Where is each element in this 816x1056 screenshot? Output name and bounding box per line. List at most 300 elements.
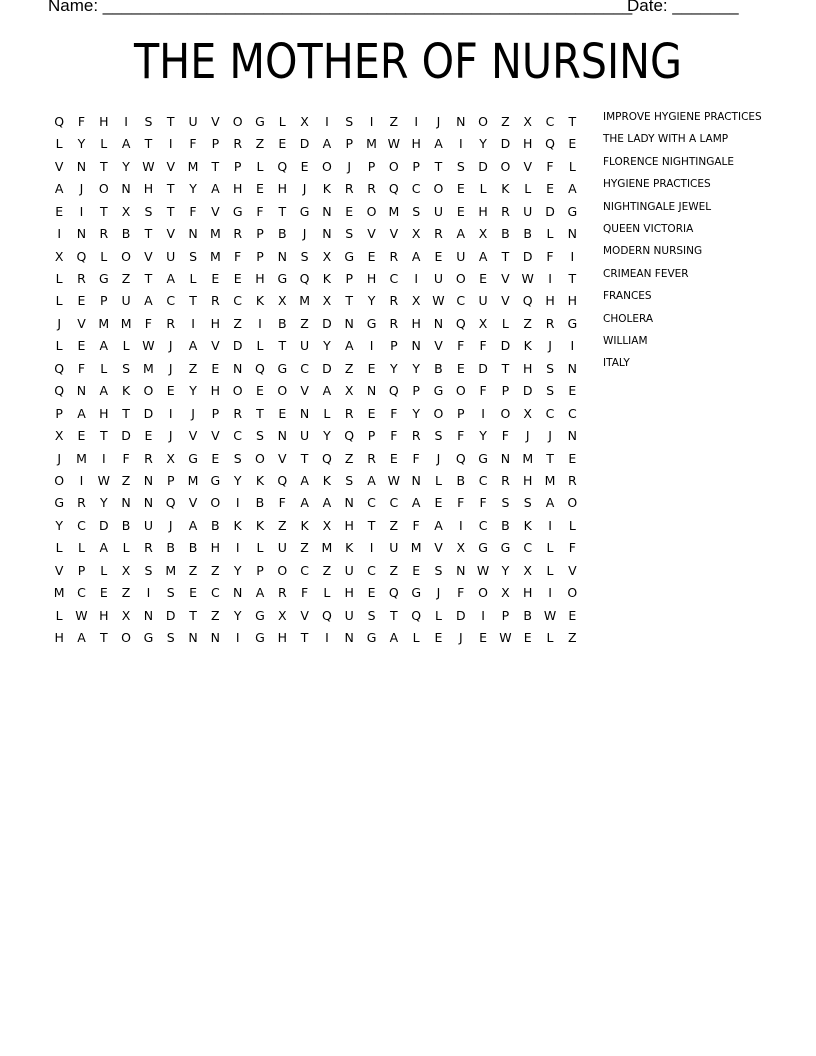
- grid-letter: E: [568, 136, 577, 152]
- word-list-item: NIGHTINGALE JEWEL: [603, 200, 712, 213]
- grid-letter: A: [54, 181, 64, 197]
- grid-letter: B: [501, 517, 510, 533]
- grid-letter: L: [77, 540, 85, 556]
- grid-letter: F: [457, 585, 465, 601]
- grid-letter: Z: [211, 607, 220, 623]
- grid-letter: L: [189, 271, 197, 287]
- grid-letter: N: [344, 495, 354, 511]
- grid-letter: B: [456, 472, 466, 488]
- grid-letter: R: [389, 293, 399, 309]
- word-list-item: FLORENCE NIGHTINGALE: [603, 155, 735, 168]
- grid-letter: A: [211, 181, 220, 197]
- grid-letter: N: [210, 630, 221, 646]
- grid-letter: Z: [211, 562, 220, 578]
- word-list-item: IMPROVE HYGIENE PRACTICES: [603, 111, 762, 123]
- grid-letter: V: [211, 338, 220, 354]
- word-list-item: THE LADY WITH A LAMP: [603, 133, 729, 146]
- grid-letter: Z: [344, 450, 354, 466]
- grid-letter: T: [99, 158, 108, 174]
- grid-letter: V: [54, 562, 64, 578]
- grid-letter: M: [120, 315, 132, 331]
- grid-letter: T: [256, 405, 264, 421]
- grid-letter: I: [548, 271, 552, 287]
- grid-letter: P: [345, 271, 353, 287]
- grid-letter: I: [458, 136, 463, 152]
- grid-letter: W: [142, 158, 155, 174]
- grid-letter: W: [387, 136, 401, 152]
- grid-letter: N: [322, 226, 332, 242]
- grid-letter: S: [122, 360, 131, 376]
- grid-letter: O: [232, 113, 243, 129]
- grid-letter: M: [388, 203, 400, 219]
- grid-letter: Y: [77, 136, 86, 152]
- grid-letter: I: [414, 271, 418, 287]
- grid-letter: Q: [54, 383, 65, 399]
- grid-letter: A: [434, 136, 443, 152]
- grid-letter: Z: [300, 540, 309, 556]
- grid-letter: I: [79, 203, 84, 219]
- grid-letter: N: [456, 562, 466, 578]
- grid-letter: R: [434, 226, 443, 242]
- grid-letter: H: [210, 315, 221, 331]
- grid-letter: E: [166, 383, 175, 399]
- grid-letter: G: [299, 203, 310, 219]
- grid-row: [48, 178, 584, 200]
- grid-letter: Q: [411, 607, 422, 623]
- word-list: [603, 110, 762, 379]
- grid-letter: A: [568, 181, 577, 197]
- grid-letter: R: [233, 136, 242, 152]
- grid-letter: G: [255, 113, 265, 129]
- grid-letter: H: [344, 585, 354, 601]
- grid-letter: A: [456, 226, 466, 242]
- grid-letter: B: [211, 517, 220, 533]
- grid-letter: Q: [344, 428, 355, 444]
- grid-letter: J: [168, 517, 173, 533]
- grid-letter: O: [388, 158, 399, 174]
- grid-letter: W: [432, 293, 445, 309]
- grid-letter: O: [455, 271, 466, 287]
- grid-row: [48, 335, 584, 357]
- grid-letter: V: [77, 315, 86, 331]
- grid-letter: L: [100, 248, 108, 264]
- grid-letter: E: [77, 428, 86, 444]
- grid-letter: K: [233, 517, 242, 533]
- grid-letter: C: [210, 585, 220, 601]
- grid-letter: E: [523, 630, 532, 646]
- grid-letter: X: [456, 540, 466, 556]
- grid-letter: G: [478, 540, 488, 556]
- grid-letter: B: [523, 607, 532, 623]
- grid-letter: J: [79, 181, 84, 197]
- grid-letter: L: [546, 562, 554, 578]
- grid-letter: E: [546, 181, 554, 197]
- word-list-item: WILLIAM: [603, 334, 648, 347]
- grid-letter: X: [166, 450, 175, 466]
- grid-letter: H: [411, 136, 421, 152]
- grid-letter: H: [232, 181, 243, 197]
- grid-letter: F: [256, 203, 264, 219]
- grid-letter: T: [99, 630, 108, 646]
- grid-letter: N: [456, 113, 466, 129]
- grid-letter: C: [567, 405, 577, 421]
- grid-letter: C: [367, 495, 376, 511]
- grid-letter: I: [548, 585, 552, 601]
- grid-letter: H: [523, 360, 533, 376]
- grid-letter: D: [232, 338, 243, 354]
- grid-letter: X: [523, 113, 532, 129]
- grid-letter: L: [256, 158, 264, 174]
- grid-letter: Q: [165, 495, 176, 511]
- grid-letter: I: [570, 338, 575, 354]
- grid-letter: O: [54, 472, 65, 488]
- grid-letter: V: [188, 495, 198, 511]
- grid-letter: N: [188, 226, 198, 242]
- grid-letter: H: [411, 315, 421, 331]
- grid-letter: F: [144, 315, 152, 331]
- grid-letter: X: [523, 562, 532, 578]
- grid-letter: E: [233, 271, 242, 287]
- grid-letter: F: [479, 495, 487, 511]
- grid-letter: U: [277, 540, 287, 556]
- grid-letter: E: [77, 293, 86, 309]
- grid-letter: A: [144, 293, 153, 309]
- grid-letter: E: [456, 360, 465, 376]
- grid-letter: T: [546, 450, 554, 466]
- grid-letter: N: [411, 472, 421, 488]
- grid-letter: W: [476, 562, 490, 578]
- grid-letter: V: [434, 338, 443, 354]
- grid-letter: U: [433, 271, 444, 287]
- grid-letter: O: [277, 562, 288, 578]
- grid-letter: R: [99, 226, 109, 242]
- grid-letter: F: [77, 360, 86, 376]
- grid-letter: L: [256, 338, 264, 354]
- grid-letter: T: [189, 607, 197, 623]
- grid-letter: N: [299, 405, 310, 421]
- grid-letter: F: [122, 450, 130, 466]
- grid-row: [48, 246, 584, 268]
- grid-letter: H: [277, 630, 287, 646]
- grid-letter: N: [143, 472, 154, 488]
- grid-letter: T: [390, 607, 398, 623]
- grid-letter: I: [458, 517, 463, 533]
- grid-letter: T: [501, 360, 510, 376]
- grid-letter: O: [567, 585, 578, 601]
- grid-letter: N: [322, 203, 332, 219]
- grid-letter: N: [277, 428, 287, 444]
- grid-letter: X: [300, 113, 309, 129]
- grid-letter: I: [235, 630, 240, 646]
- grid-letter: R: [501, 472, 510, 488]
- grid-letter: M: [187, 472, 199, 488]
- grid-letter: U: [456, 248, 466, 264]
- grid-row: [48, 605, 584, 627]
- grid-letter: Z: [344, 360, 354, 376]
- grid-letter: H: [99, 113, 109, 129]
- grid-row: [48, 223, 584, 245]
- grid-letter: G: [366, 630, 377, 646]
- grid-letter: I: [369, 540, 374, 556]
- grid-letter: F: [479, 338, 487, 354]
- grid-letter: Q: [455, 315, 466, 331]
- grid-letter: W: [521, 271, 534, 287]
- grid-letter: A: [99, 540, 109, 556]
- grid-letter: F: [390, 405, 398, 421]
- grid-letter: M: [410, 540, 422, 556]
- grid-letter: H: [523, 136, 533, 152]
- grid-letter: N: [121, 181, 131, 197]
- grid-letter: O: [232, 383, 243, 399]
- grid-letter: X: [121, 607, 131, 623]
- grid-letter: X: [54, 248, 64, 264]
- grid-letter: A: [77, 630, 86, 646]
- grid-letter: R: [144, 540, 153, 556]
- grid-letter: V: [523, 158, 532, 174]
- grid-letter: N: [232, 360, 243, 376]
- grid-letter: R: [344, 181, 354, 197]
- grid-letter: P: [345, 136, 353, 152]
- grid-letter: F: [278, 495, 286, 511]
- grid-letter: A: [166, 271, 175, 287]
- grid-letter: V: [300, 607, 309, 623]
- grid-letter: Z: [389, 113, 399, 129]
- grid-letter: A: [411, 248, 421, 264]
- grid-letter: T: [166, 181, 175, 197]
- grid-letter: I: [414, 113, 418, 129]
- grid-letter: B: [255, 495, 265, 511]
- grid-letter: L: [323, 585, 331, 601]
- grid-letter: R: [77, 271, 86, 287]
- grid-letter: Y: [479, 428, 487, 444]
- grid-letter: F: [457, 428, 465, 444]
- grid-letter: Y: [390, 360, 398, 376]
- grid-letter: R: [367, 181, 376, 197]
- grid-letter: L: [568, 158, 576, 174]
- grid-letter: Q: [321, 607, 332, 623]
- grid-letter: X: [344, 383, 354, 399]
- grid-letter: K: [255, 472, 265, 488]
- date-field: Date: _______: [627, 0, 739, 15]
- grid-letter: C: [411, 181, 421, 197]
- grid-letter: E: [434, 248, 443, 264]
- grid-letter: C: [77, 585, 86, 601]
- grid-letter: P: [166, 472, 175, 488]
- grid-letter: O: [277, 383, 288, 399]
- grid-letter: L: [323, 405, 331, 421]
- grid-letter: Z: [322, 562, 332, 578]
- grid-letter: Z: [188, 360, 198, 376]
- grid-letter: F: [412, 517, 420, 533]
- grid-letter: T: [367, 517, 376, 533]
- grid-letter: O: [500, 405, 511, 421]
- grid-letter: P: [501, 383, 510, 399]
- grid-letter: S: [434, 428, 443, 444]
- grid-letter: R: [389, 315, 399, 331]
- grid-letter: O: [121, 248, 132, 264]
- grid-letter: N: [567, 226, 578, 242]
- grid-letter: V: [278, 450, 287, 466]
- grid-letter: D: [322, 315, 332, 331]
- grid-letter: X: [277, 293, 287, 309]
- grid-letter: Y: [233, 562, 242, 578]
- grid-letter: F: [412, 450, 420, 466]
- grid-letter: R: [77, 495, 86, 511]
- grid-letter: A: [434, 517, 443, 533]
- grid-letter: M: [544, 472, 556, 488]
- grid-letter: C: [478, 517, 488, 533]
- grid-letter: G: [277, 271, 288, 287]
- grid-row: [48, 582, 584, 604]
- grid-letter: Y: [55, 517, 63, 533]
- grid-letter: U: [166, 248, 176, 264]
- grid-letter: C: [300, 562, 309, 578]
- grid-letter: M: [522, 450, 534, 466]
- grid-letter: L: [55, 540, 63, 556]
- grid-letter: F: [546, 158, 554, 174]
- grid-letter: P: [457, 405, 465, 421]
- grid-letter: L: [434, 472, 442, 488]
- grid-letter: A: [367, 472, 376, 488]
- grid-letter: K: [523, 517, 532, 533]
- grid-letter: L: [278, 113, 286, 129]
- grid-letter: D: [165, 607, 176, 623]
- grid-letter: E: [345, 203, 354, 219]
- grid-letter: A: [322, 383, 332, 399]
- grid-letter: H: [366, 271, 377, 287]
- grid-letter: Q: [321, 450, 332, 466]
- grid-letter: S: [456, 158, 465, 174]
- grid-letter: X: [523, 405, 532, 421]
- grid-letter: R: [411, 428, 421, 444]
- grid-letter: I: [191, 315, 195, 331]
- grid-letter: E: [144, 428, 153, 444]
- grid-letter: D: [299, 136, 310, 152]
- grid-letter: V: [166, 226, 175, 242]
- grid-letter: R: [389, 248, 399, 264]
- grid-letter: V: [166, 158, 175, 174]
- grid-letter: E: [568, 383, 577, 399]
- grid-letter: J: [458, 630, 463, 646]
- grid-row: [48, 515, 584, 537]
- grid-letter: U: [300, 428, 310, 444]
- grid-letter: T: [434, 158, 443, 174]
- grid-letter: Y: [323, 338, 331, 354]
- grid-letter: Y: [122, 158, 130, 174]
- grid-letter: N: [344, 315, 354, 331]
- grid-letter: U: [523, 203, 533, 219]
- grid-row: [48, 201, 584, 223]
- grid-letter: B: [166, 540, 175, 556]
- grid-letter: B: [277, 315, 287, 331]
- grid-row: [48, 627, 584, 649]
- grid-letter: Q: [388, 181, 399, 197]
- grid-letter: Z: [121, 472, 131, 488]
- grid-letter: G: [277, 360, 288, 376]
- grid-letter: Y: [323, 428, 331, 444]
- grid-letter: R: [166, 315, 176, 331]
- grid-letter: I: [258, 315, 262, 331]
- grid-letter: D: [322, 360, 332, 376]
- grid-letter: I: [235, 495, 240, 511]
- grid-letter: S: [144, 113, 153, 129]
- grid-letter: S: [166, 585, 175, 601]
- grid-letter: Z: [501, 113, 510, 129]
- grid-letter: P: [55, 405, 63, 421]
- grid-letter: T: [166, 203, 175, 219]
- grid-letter: V: [434, 540, 443, 556]
- grid-row: [48, 380, 584, 402]
- grid-letter: J: [347, 158, 352, 174]
- grid-row: [48, 403, 584, 425]
- grid-letter: O: [321, 158, 332, 174]
- grid-letter: G: [478, 450, 488, 466]
- grid-letter: J: [168, 338, 173, 354]
- grid-letter: N: [567, 428, 578, 444]
- grid-letter: E: [389, 450, 398, 466]
- grid-letter: Q: [522, 293, 533, 309]
- grid-letter: V: [54, 158, 64, 174]
- grid-letter: E: [278, 136, 287, 152]
- grid-letter: M: [209, 226, 221, 242]
- grid-row: [48, 111, 584, 133]
- grid-letter: V: [188, 428, 198, 444]
- grid-letter: G: [344, 248, 355, 264]
- grid-letter: S: [256, 428, 264, 444]
- grid-letter: X: [478, 315, 488, 331]
- grid-letter: E: [211, 271, 220, 287]
- grid-letter: Q: [455, 450, 466, 466]
- grid-row: [48, 448, 584, 470]
- grid-letter: X: [121, 562, 131, 578]
- grid-letter: O: [143, 383, 154, 399]
- grid-letter: H: [99, 607, 109, 623]
- grid-letter: E: [479, 630, 488, 646]
- grid-row: [48, 313, 584, 335]
- grid-letter: C: [389, 271, 399, 287]
- grid-letter: J: [191, 405, 195, 421]
- grid-letter: L: [524, 181, 532, 197]
- grid-letter: S: [434, 562, 443, 578]
- grid-letter: Z: [188, 562, 198, 578]
- grid-letter: R: [568, 472, 577, 488]
- grid-letter: D: [478, 360, 488, 376]
- word-list-item: QUEEN VICTORIA: [603, 222, 694, 235]
- grid-letter: L: [412, 630, 420, 646]
- grid-letter: I: [369, 338, 374, 354]
- grid-letter: Q: [277, 472, 288, 488]
- grid-letter: B: [501, 226, 510, 242]
- grid-letter: T: [300, 450, 309, 466]
- grid-letter: Y: [412, 360, 420, 376]
- word-list-item: HYGIENE PRACTICES: [603, 178, 711, 191]
- grid-letter: V: [211, 428, 220, 444]
- grid-letter: N: [366, 383, 377, 399]
- grid-letter: F: [457, 338, 465, 354]
- grid-letter: N: [411, 338, 421, 354]
- grid-letter: O: [478, 113, 489, 129]
- grid-letter: B: [188, 540, 198, 556]
- grid-letter: M: [143, 360, 154, 376]
- grid-letter: A: [322, 136, 332, 152]
- grid-letter: W: [97, 472, 110, 488]
- grid-row: [48, 537, 584, 559]
- grid-letter: V: [501, 271, 510, 287]
- grid-letter: X: [501, 585, 510, 601]
- grid-letter: M: [187, 158, 199, 174]
- grid-letter: J: [436, 113, 441, 129]
- grid-letter: H: [344, 517, 354, 533]
